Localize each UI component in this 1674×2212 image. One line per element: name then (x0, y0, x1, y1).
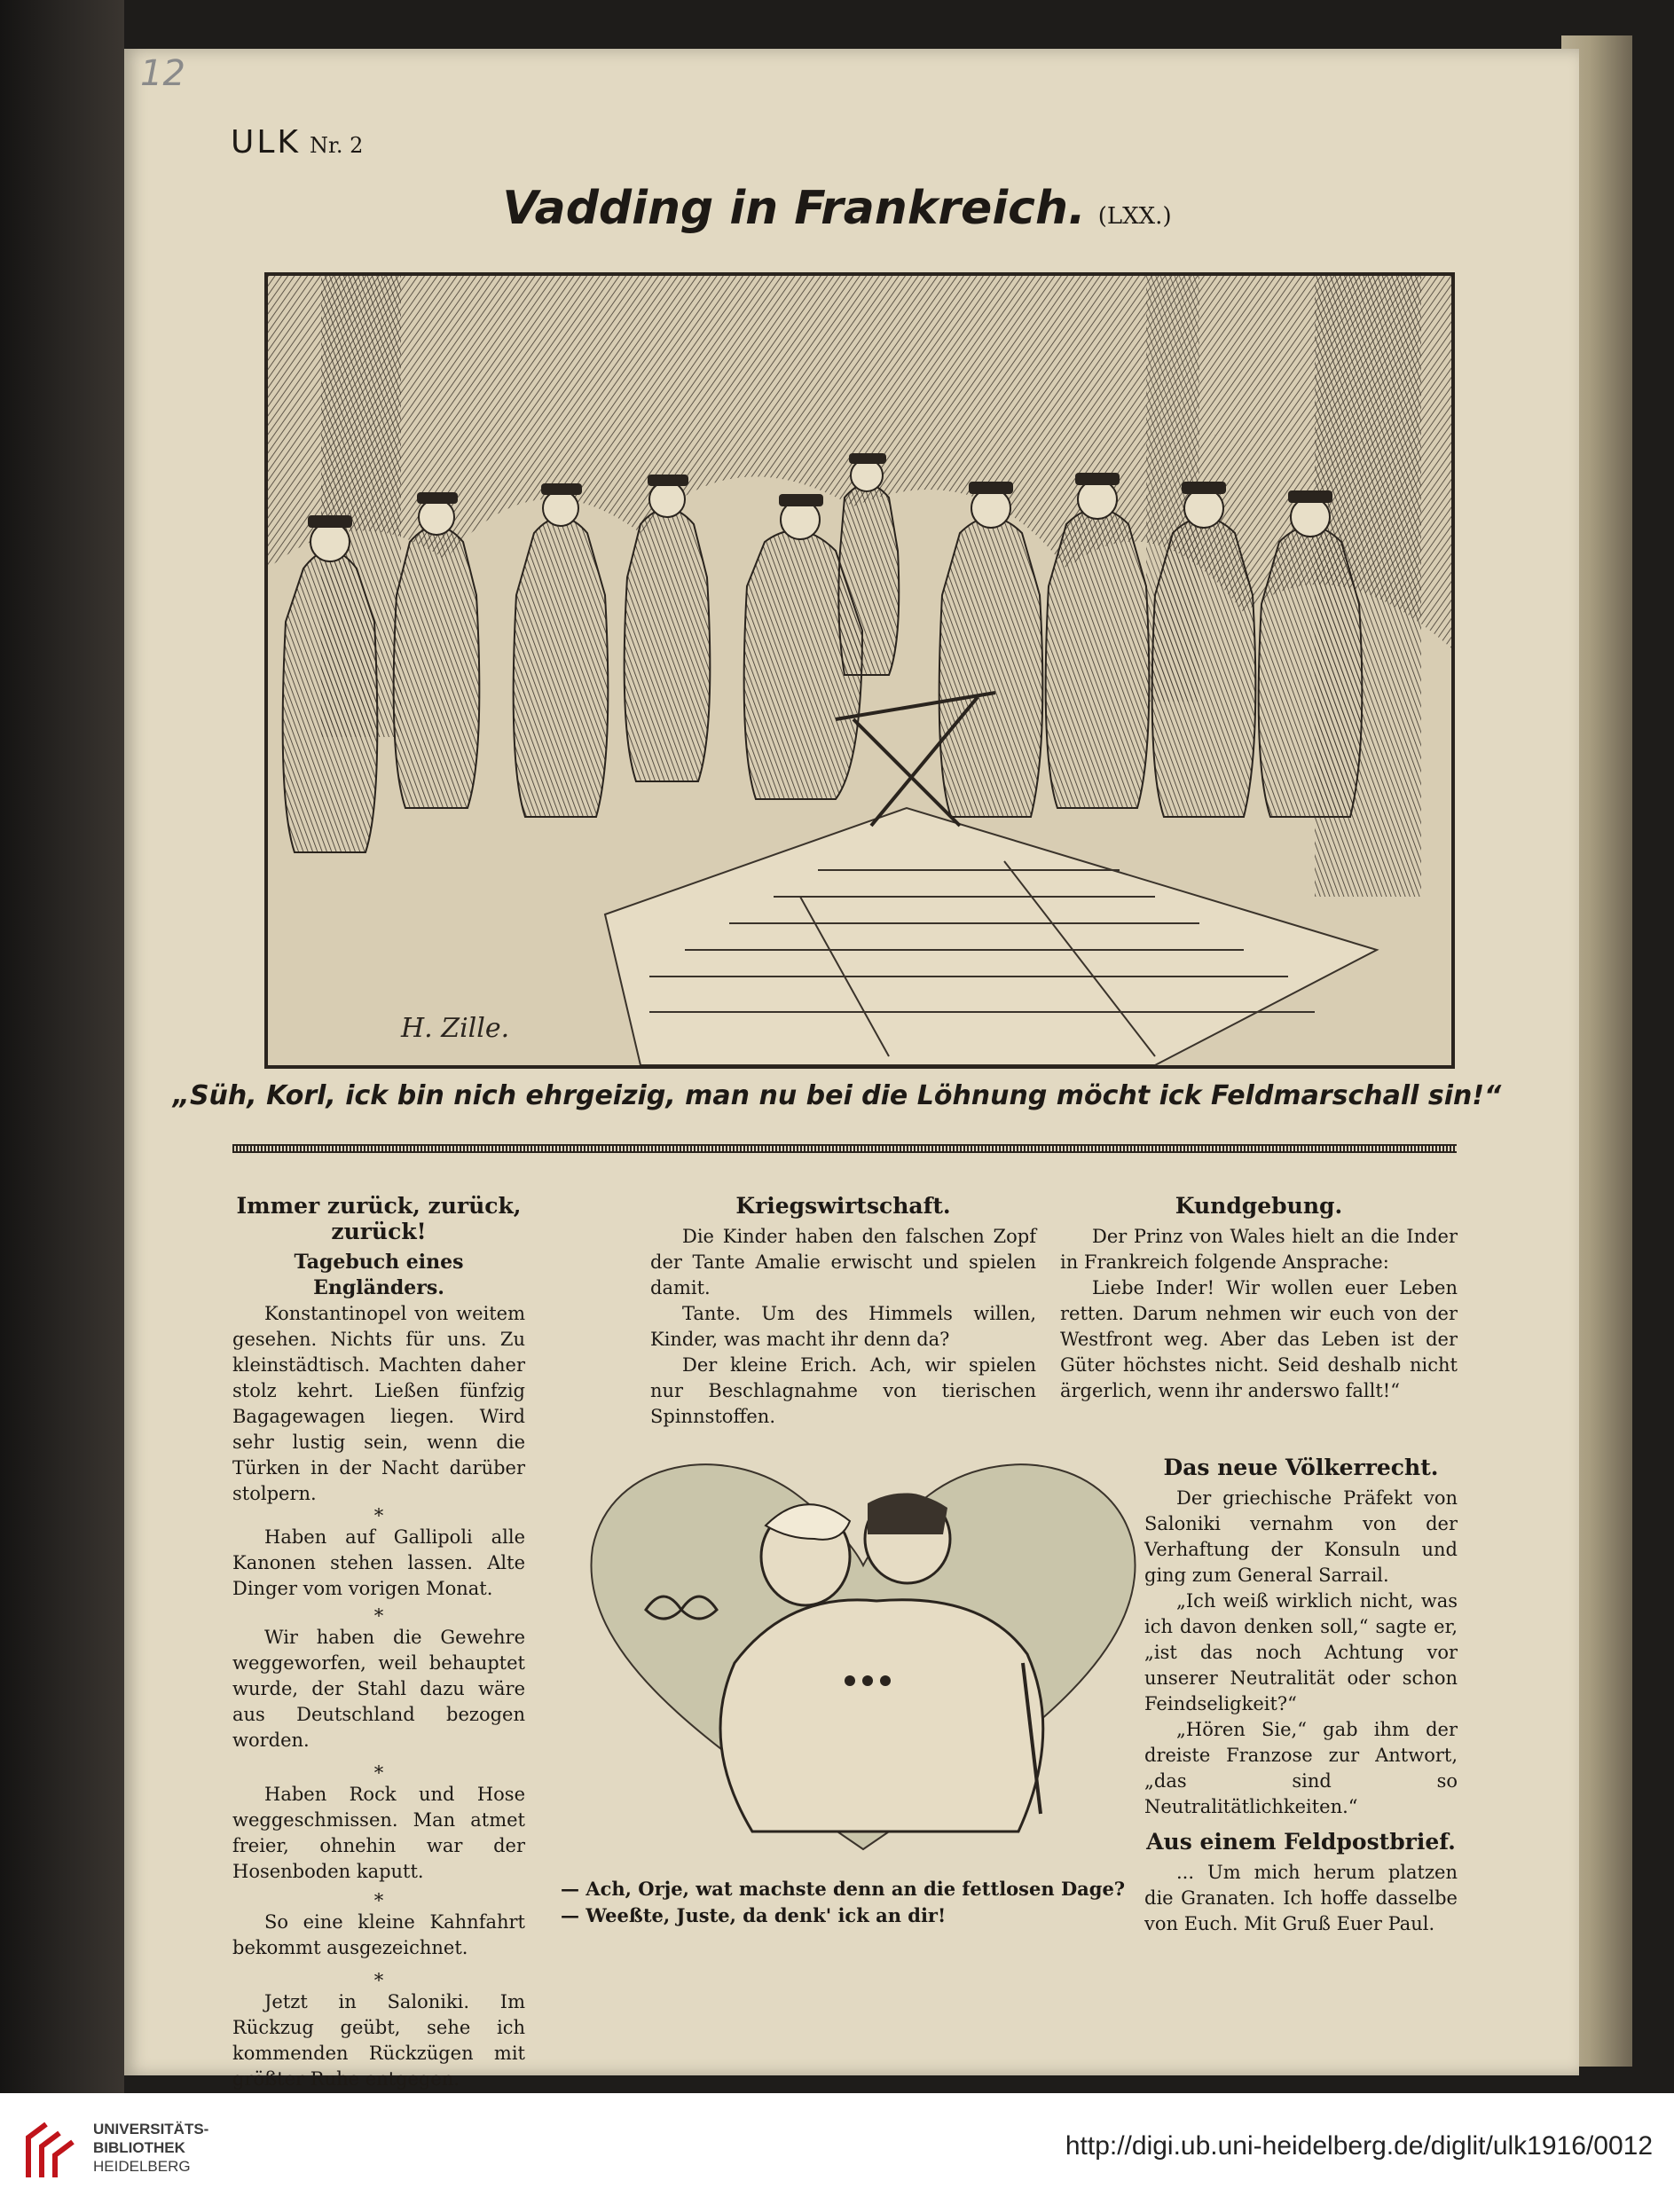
magazine-header (231, 124, 363, 161)
permalink-url[interactable]: http://digi.ub.uni-heidelberg.de/diglit/ulk1916/0012 (1065, 2131, 1653, 2161)
artist-signature: H. Zille. (401, 1013, 510, 1044)
col2-paragraph: Die Kinder haben den falschen Zopf der Tante Amalie erwischt und spielen damit. (650, 1226, 1036, 1298)
col1-heading: Immer zurück, zurück, zurück! (236, 1193, 522, 1244)
forest-illustration (264, 272, 1455, 1069)
university-library-logo (20, 2115, 82, 2190)
institution-name (93, 2120, 208, 2176)
separator-asterisk: * (373, 1605, 384, 1627)
title-main: Vadding in Frankreich. (502, 182, 1086, 235)
col3-paragraph: Der Prinz von Wales hielt an die Inder in Frankreich folgende Ansprache: (1060, 1226, 1458, 1273)
col3-heading-2: Das neue Völkerrecht. (1163, 1455, 1439, 1480)
column-3-lower (1144, 1455, 1458, 1937)
cartoon-caption-line: — Ach, Orje, wat machste denn an die fettlosen Dage? (561, 1878, 1126, 1900)
institution-line: UNIVERSITÄTS- (93, 2121, 209, 2137)
col3-heading: Kundgebung. (1175, 1193, 1343, 1219)
forest-scene-drawing (268, 276, 1451, 1065)
col1-subheading: Tagebuch eines Engländers. (294, 1251, 464, 1299)
page-title (0, 182, 1674, 235)
col2-paragraph: Der kleine Erich. Ach, wir spielen nur Beschlagnahme von tierischen Spinnstoffen. (650, 1354, 1036, 1427)
library-logo-icon (20, 2115, 82, 2186)
magazine-name: ULK (231, 124, 302, 161)
pencil-page-number: 12 (140, 53, 185, 94)
col1-paragraph: Konstantinopel von weitem gesehen. Nichts für uns. Zu kleinstädtisch. Machten daher stolz kehrt. Ließen fünfzig Bagagewagen liegen. Wird sehr lustig sein, wenn die Türken in der Nacht darüber stolpern. (232, 1303, 525, 1504)
col3-paragraph: „Hören Sie,“ gab ihm der dreiste Franzose zur Antwort, „das sind so Neutralitätlichkeiten.“ (1144, 1719, 1458, 1817)
cartoon-caption (561, 1876, 1125, 1929)
book-binding (0, 0, 124, 2093)
col3-paragraph: Der griechische Präfekt von Saloniki vernahm von der Verhaftung der Konsuln und ging zum General Sarrail. (1144, 1487, 1458, 1586)
col2-heading: Kriegswirtschaft. (735, 1193, 951, 1219)
column-1 (232, 1193, 525, 2118)
institution-line: HEIDELBERG (93, 2158, 191, 2175)
couple-hugging-drawing (557, 1441, 1169, 1858)
col1-paragraph: Jetzt in Saloniki. Im Rückzug geübt, sehe ich kommenden Rückzügen mit größter Ruhe entgegen. (232, 1991, 525, 2090)
title-series-number: (LXX.) (1097, 203, 1172, 230)
issue-number: Nr. 2 (310, 133, 364, 158)
col3-paragraph: „Ich weiß wirklich nicht, was ich davon denken soll,“ sagte er, „ist das noch Achtung vor unserer Neutralität oder schon Feindseligkeit?“ (1144, 1590, 1458, 1714)
separator-asterisk: * (373, 1890, 384, 1911)
cartoon-caption-line: — Weeßte, Juste, da denk' ick an dir! (561, 1904, 947, 1926)
separator-asterisk: * (373, 1505, 384, 1526)
column-2 (650, 1193, 1036, 1430)
col1-paragraph: Haben Rock und Hose weggeschmissen. Man atmet freier, ohnehin war der Hosenboden kaputt. (232, 1784, 525, 1882)
institution-line: BIBLIOTHEK (93, 2139, 185, 2156)
col3-paragraph: ... Um mich herum platzen die Granaten. Ich hoffe dasselbe von Euch. Mit Gruß Euer Paul. (1144, 1862, 1458, 1934)
decorative-divider (232, 1144, 1457, 1153)
col3-paragraph: Liebe Inder! Wir wollen euer Leben retten. Darum nehmen wir euch von der Westfront weg. Aber das Leben ist der Güter höchstes nicht. Seid deshalb nicht ärgerlich, wenn ihr anderswo fallt!“ (1060, 1277, 1458, 1401)
library-footer (0, 2093, 1674, 2212)
illustration-caption: „Süh, Korl, ick bin nich ehrgeizig, man nu bei die Löhnung möcht ick Feldmarschall sin!“ (172, 1080, 1502, 1111)
col2-paragraph: Tante. Um des Himmels willen, Kinder, was macht ihr denn da? (650, 1303, 1036, 1350)
col1-paragraph: Wir haben die Gewehre weggeworfen, weil behauptet wurde, der Stahl dazu wäre aus Deutschland bezogen worden. (232, 1627, 525, 1751)
col1-paragraph: Haben auf Gallipoli alle Kanonen stehen lassen. Alte Dinger vom vorigen Monat. (232, 1526, 525, 1599)
heart-cartoon (557, 1441, 1169, 1858)
col1-paragraph: So eine kleine Kahnfahrt bekommt ausgezeichnet. (232, 1911, 525, 1958)
separator-asterisk: * (373, 1970, 384, 1991)
col3-heading-3: Aus einem Feldpostbrief. (1146, 1829, 1456, 1855)
column-3 (1060, 1193, 1458, 1404)
separator-asterisk: * (373, 1762, 384, 1784)
